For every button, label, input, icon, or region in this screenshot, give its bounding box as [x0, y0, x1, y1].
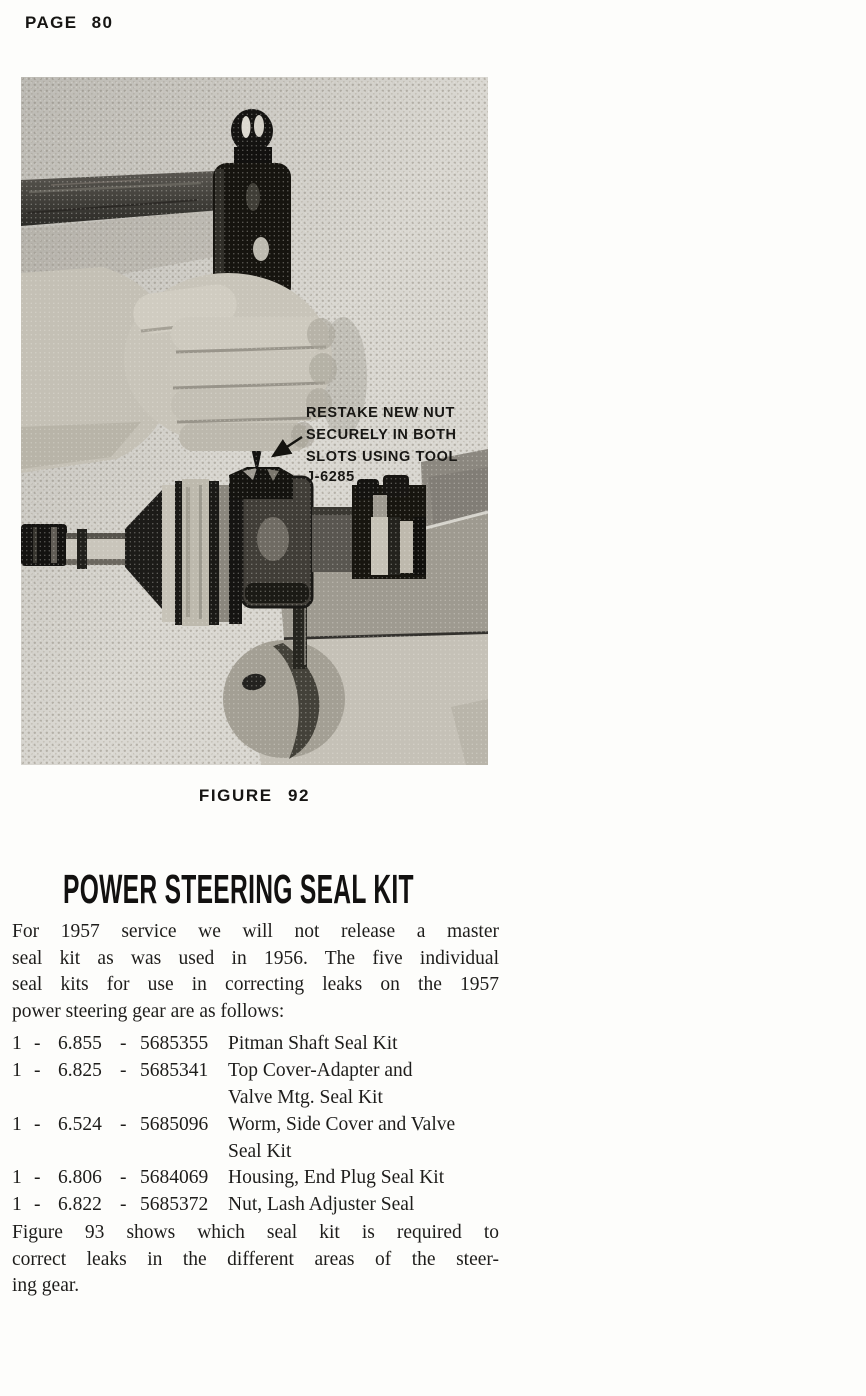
qty-cell: 1: [12, 1033, 22, 1054]
part-row: [12, 1192, 499, 1219]
separator-cell: -: [120, 1167, 127, 1189]
separator-cell: -: [34, 1113, 41, 1135]
part-row-continuation: [12, 1139, 499, 1166]
part-row: [12, 1031, 499, 1058]
part-number-cell: 5684069: [140, 1167, 209, 1189]
description-cell: Nut, Lash Adjuster Seal: [228, 1194, 415, 1216]
article-title: POWER STEERING SEAL KIT: [63, 866, 414, 912]
intro-line: For 1957 service we will not release a master: [12, 921, 499, 942]
description-cell: Seal Kit: [228, 1140, 292, 1162]
annotation-line: RESTAKE NEW NUT: [306, 405, 455, 421]
closing-paragraph: [12, 1220, 499, 1300]
figure92-photo: [21, 77, 488, 765]
description-cell: Housing, End Plug Seal Kit: [228, 1167, 445, 1189]
separator-cell: -: [34, 1033, 41, 1054]
qty-cell: 1: [12, 1113, 22, 1135]
part-row: [12, 1112, 499, 1139]
separator-cell: -: [120, 1194, 127, 1216]
separator-cell: -: [120, 1059, 127, 1081]
description-cell: Worm, Side Cover and Valve: [228, 1113, 456, 1135]
page-number-label: PAGE 80: [25, 13, 114, 32]
separator-cell: -: [120, 1113, 127, 1135]
part-number-cell: 5685355: [140, 1033, 209, 1054]
annotation-line: J-6285: [306, 469, 355, 485]
intro-line: seal kits for use in correcting leaks on the 1957: [12, 974, 499, 995]
qty-cell: 1: [12, 1167, 22, 1189]
separator-cell: -: [34, 1194, 41, 1216]
qty-cell: 1: [12, 1059, 22, 1081]
description-cell: Valve Mtg. Seal Kit: [228, 1086, 383, 1108]
group-cell: 6.855: [58, 1033, 102, 1054]
part-number-cell: 5685372: [140, 1194, 209, 1216]
group-cell: 6.806: [58, 1167, 102, 1189]
group-cell: 6.524: [58, 1113, 102, 1135]
annotation-line: SLOTS USING TOOL: [306, 449, 458, 465]
closing-line: correct leaks in the different areas of the steer-: [12, 1248, 499, 1270]
closing-line: Figure 93 shows which seal kit is required to: [12, 1222, 499, 1243]
separator-cell: -: [34, 1167, 41, 1189]
annotation-line: SECURELY IN BOTH: [306, 427, 457, 443]
closing-line: ing gear.: [12, 1275, 80, 1296]
group-cell: 6.825: [58, 1059, 102, 1081]
separator-cell: -: [120, 1033, 127, 1054]
part-number-cell: 5685096: [140, 1113, 209, 1135]
intro-line: power steering gear are as follows:: [12, 1000, 285, 1022]
part-row-continuation: [12, 1085, 499, 1112]
intro-paragraph: [12, 919, 499, 1025]
intro-line: seal kit as was used in 1956. The five individual: [12, 947, 499, 969]
separator-cell: -: [34, 1059, 41, 1081]
description-cell: Top Cover-Adapter and: [228, 1059, 413, 1081]
qty-cell: 1: [12, 1194, 22, 1216]
description-cell: Pitman Shaft Seal Kit: [228, 1033, 398, 1054]
figure-caption: FIGURE 92: [198, 786, 311, 805]
group-cell: 6.822: [58, 1194, 102, 1216]
part-row: [12, 1165, 499, 1192]
part-number-cell: 5685341: [140, 1059, 209, 1081]
parts-list: [12, 1031, 499, 1219]
part-row: [12, 1058, 499, 1085]
